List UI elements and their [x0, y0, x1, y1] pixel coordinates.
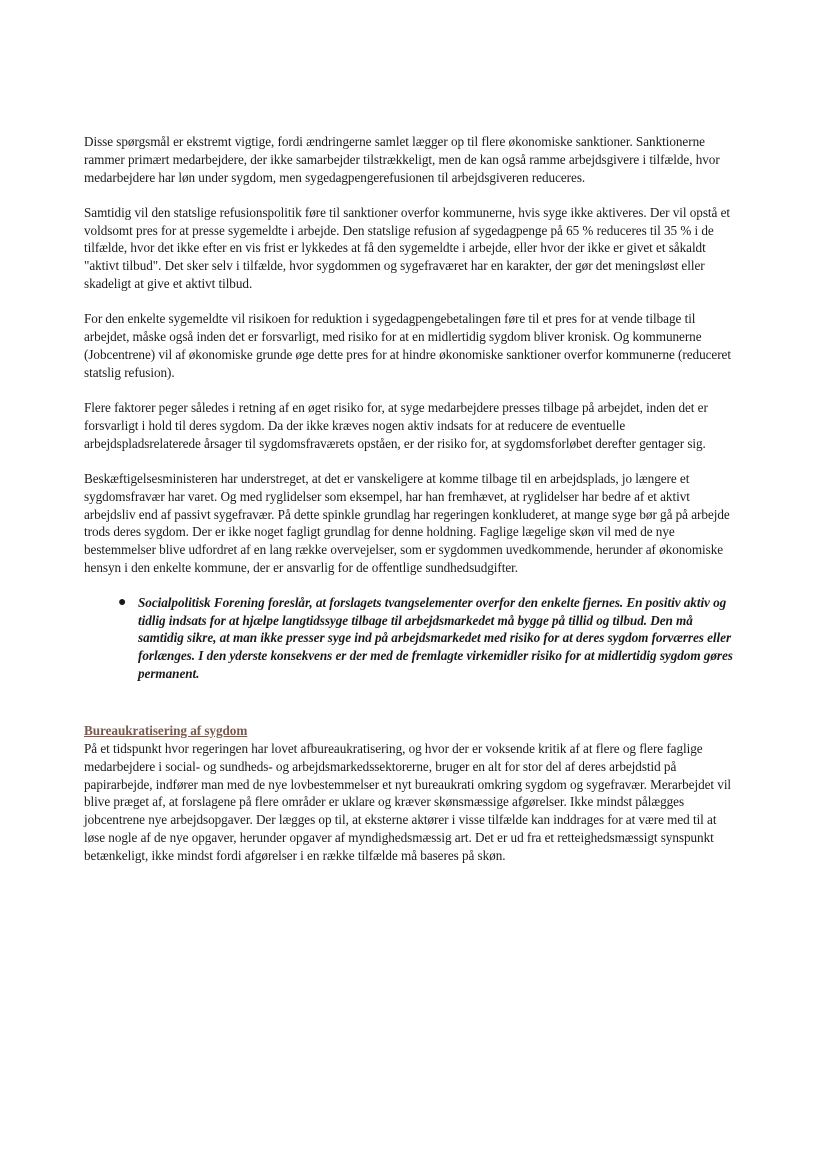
recommendation-bullet [118, 594, 740, 682]
paragraph-individual-pressure: For den enkelte sygemeldte vil risikoen for reduktion i sygedagpengebetalingen føre til et pres for at vende tilbage til arbejdet, måske også inden det er forsvarligt, med risiko for at en midlertidig sygdom bliver kronisk. Og kommunerne (Jobcentrene) vil af økonomiske grunde øge dette pres for at hindre økonomiske sanktioner overfor kommunerne (reduceret statslig refusion). [84, 311, 731, 380]
paragraph-sanctions: Disse spørgsmål er ekstremt vigtige, fordi ændringerne samlet lægger op til flere økonomiske sanktioner. Sanktionerne rammer primært medarbejdere, der ikke samarbejder tilstrækkeligt, men de kan også ramme arbejdsgivere i tilfælde, hvor medarbejdere har løn under sygdom, men sygedagpengerefusionen til arbejdsgiveren reduceres. [84, 134, 720, 185]
document-page [84, 133, 740, 865]
paragraph-minister-statement: Beskæftigelsesministeren har understreget, at det er vanskeligere at komme tilbage til en arbejdsplads, jo længere et sygdomsfravær har varet. Og med ryglidelser som eksempel, har han fremhævet, at ryglidelser har bedre af et aktivt arbejdsliv end af passivt sygefravær. På dette spinkle grundlag har regeringen konkluderet, at mange syge bør gå på arbejde trods deres sygdom. Der er ikke noget fagligt grundlag for denne holdning. Faglige lægelige skøn vil med de nye bestemmelser blive udfordret af en lang række overvejelser, som er sygdommen uvedkommende, herunder af økonomiske hensyn i den enkelte kommune, der er ansvarlig for de offentlige sundhedsudgifter. [84, 470, 730, 575]
paragraph-bureaucratization: På et tidspunkt hvor regeringen har lovet afbureaukratisering, og hvor der er voksende kritik af at flere og flere faglige medarbejdere i social- og sundheds- og arbejdsmarkedssektorerne, bruger en alt for stor del af deres arbejdstid på papirarbejde, indfører man med de nye lovbestemmelser et nyt bureaukrati omkring sygdom og sygefravær. Merarbejdet vil blive præget af, at forslagene på flere områder er uklare og kræver skønsmæssige afgørelser. Ikke mindst pålægges jobcentrene nye arbejdsopgaver. Der lægges op til, at eksterne aktører i visse tilfælde kan inddrages for at være med til at løse nogle af de nye opgaver, herunder opgaver af myndighedsmæssig art. Det er ud fra et retteighedsmæssigt synspunkt betænkeligt, ikke mindst fordi afgørelser i en række tilfælde må baseres på skøn. [84, 741, 732, 863]
section-heading: Bureaukratisering af sygdom [84, 723, 248, 739]
recommendation-text: Socialpolitisk Forening foreslår, at forslagets tvangselementer overfor den enkelte fjernes. En positiv aktiv og tidlig indsats for at hjælpe langtidssyge tilbage til arbejdsmarkedet må bygge på tillid og tilbud. Den må samtidig sikre, at man ikke presser syge ind på arbejdsmarkedet med risiko for at deres sygdom forværres eller forlænges. I den yderste konsekvens er der med de fremlagte virkemidler risiko for at midlertidig sygdom gøres permanent. [138, 595, 733, 681]
paragraph-risk-factors: Flere faktorer peger således i retning af en øget risiko for, at syge medarbejdere presses tilbage på arbejdet, inden det er forsvarligt i hold til deres sygdom. Da der ikke kræves nogen aktiv indsats for at reducere de eventuelle arbejdspladsrelaterede årsager til sygdomsfraværets opståen, er der risiko for, at sygdomsforløbet derefter gentager sig. [84, 400, 708, 451]
bullet-icon: ● [118, 595, 127, 611]
paragraph-refusion-policy: Samtidig vil den statslige refusionspolitik føre til sanktioner overfor kommunerne, hvis syge ikke aktiveres. Der vil opstå et voldsomt pres for at presse sygemeldte i arbejde. Den statslige refusion af sygedagpenge på 65 % reduceres til 35 % i de tilfælde, hvor det ikke efter en vis frist er lykkedes at få den sygemeldte i arbejde, eller hvor der ikke er givet et såkaldt "aktivt tilbud". Det sker selv i tilfælde, hvor sygdommen og sygefraværet har en karakter, der gør det meningsløst eller skadeligt at give et aktivt tilbud. [84, 204, 730, 292]
